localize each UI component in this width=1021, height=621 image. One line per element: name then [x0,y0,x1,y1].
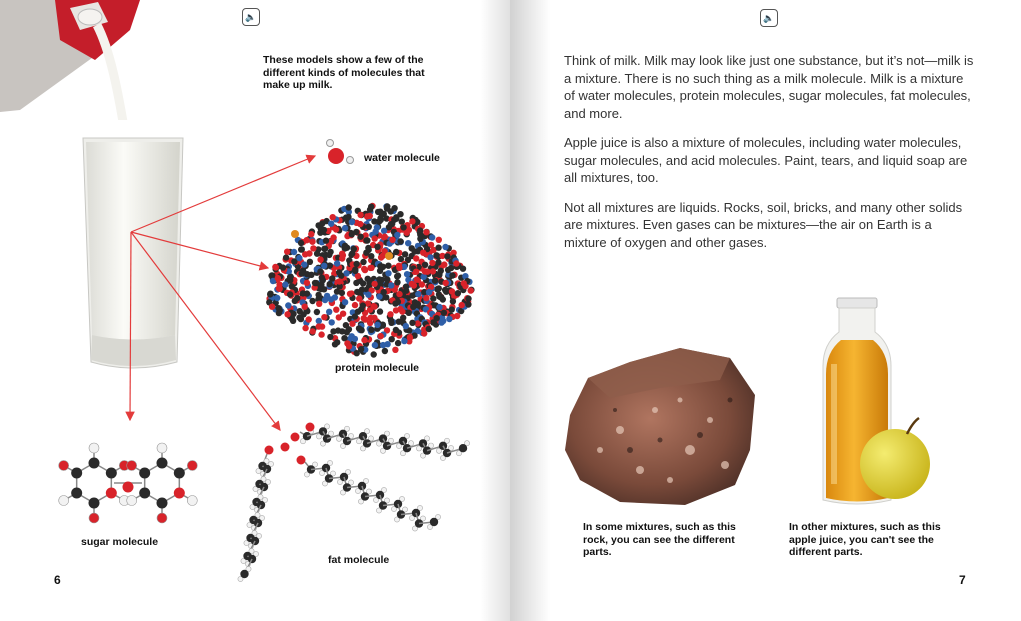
speaker-icon: 🔈 [763,12,775,23]
sugar-molecule-label: sugar molecule [81,536,159,548]
juice-caption: In other mixtures, such as this apple juice, you can't see the different parts. [789,521,941,558]
paragraph-3: Not all mixtures are liquids. Rocks, soil, bricks, and many other solids are mixtures. Even gases can be mixtures—the air on Earth is a mixture of oxygen and other gases. [564,199,963,250]
audio-button[interactable] [760,9,778,27]
page-number: 7 [959,573,966,587]
protein-molecule-image [263,200,478,360]
page-number: 6 [54,573,61,587]
gutter-shadow [510,0,550,621]
body-text [564,52,974,263]
rock-image [560,340,760,510]
gutter-shadow [480,0,510,621]
sugar-molecule-image [50,425,210,535]
audio-button[interactable] [242,8,260,26]
left-page [0,0,510,621]
right-page [510,0,1021,621]
apple-juice-image [815,294,935,514]
paragraph-2: Apple juice is also a mixture of molecules, including water molecules, sugar molecules, and acid molecules. Paint, tears, and liquid soap are all mixtures, too. [564,135,968,185]
protein-molecule-label: protein molecule [335,362,420,374]
paragraph-1: Think of milk. Milk may look like just one substance, but it’s not—milk is a mixture. There is no such thing as a milk molecule. Milk is a mixture of water molecules, protein molecules, sugar molecules, fat molecules, and more. [564,53,974,121]
fat-molecule-label: fat molecule [328,554,390,566]
milk-carton-image [0,0,140,120]
intro-caption: These models show a few of the different kinds of molecules that make up milk. [263,54,425,91]
speaker-icon: 🔈 [245,11,257,22]
water-molecule-image [320,138,356,168]
water-molecule-label: water molecule [364,152,440,164]
rock-caption: In some mixtures, such as this rock, you can see the different parts. [583,521,736,558]
